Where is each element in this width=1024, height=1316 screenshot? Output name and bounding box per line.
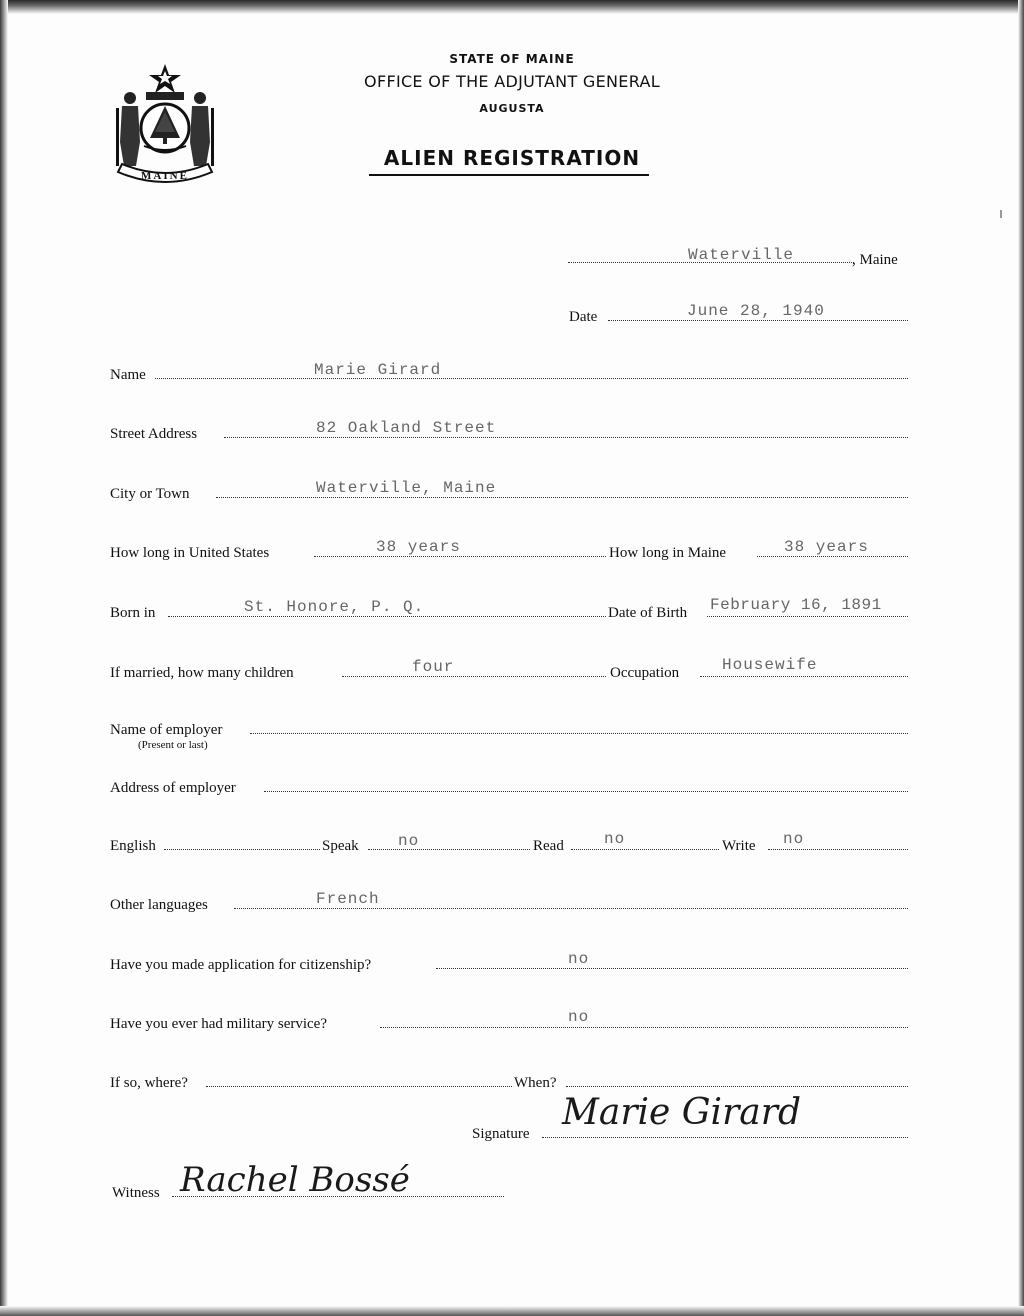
street-address-dotted-line [224,437,908,438]
military-label: Have you ever had military service? [110,1016,327,1032]
scan-edge-left [0,0,8,1316]
city-town-value: Waterville, Maine [316,479,497,497]
scan-edge-bottom [0,1306,1024,1316]
citizenship-label: Have you made application for citizenship? [110,957,372,973]
signature-label: Signature [472,1126,530,1142]
where-label: If so, where? [110,1075,188,1091]
read-value: no [604,830,626,848]
name-dotted-line [155,378,908,379]
date-of-birth-label: Date of Birth [608,605,688,621]
name-label: Name [110,367,146,383]
date-value: June 28, 1940 [687,302,825,320]
occupation-label: Occupation [610,665,680,681]
date-of-birth-dotted-line [707,616,908,617]
english-label: English [110,838,156,854]
how-long-us-dotted-line [314,556,606,557]
place-value: Waterville [688,246,795,264]
born-in-label: Born in [110,605,156,621]
how-long-maine-value: 38 years [784,538,869,556]
speak-label: Speak [322,838,359,854]
children-label: If married, how many children [110,665,294,681]
employer-address-dotted-line [264,791,908,792]
name-value: Marie Girard [314,361,442,379]
other-languages-value: French [316,890,380,908]
employer-name-label: Name of employer [110,722,223,738]
header-office: OFFICE OF THE ADJUTANT GENERAL [364,72,660,91]
date-of-birth-value: February 16, 1891 [710,596,882,614]
how-long-us-label: How long in United States [110,545,270,561]
employer-address-label: Address of employer [110,780,236,796]
when-label: When? [514,1075,557,1091]
street-address-value: 82 Oakland Street [316,419,497,437]
employer-name-dotted-line [250,733,908,734]
employer-name-sublabel: (Present or last) [138,739,208,751]
signature-handwritten: Marie Girard [562,1092,801,1133]
form-title: ALIEN REGISTRATION [383,146,641,170]
military-dotted-line [380,1027,908,1028]
other-languages-label: Other languages [110,897,208,913]
citizenship-dotted-line [436,968,908,969]
street-address-label: Street Address [110,426,198,442]
seal-ribbon-text: MAINE [141,170,189,182]
born-in-value: St. Honore, P. Q. [244,598,425,616]
born-in-dotted-line [168,616,606,617]
write-dotted-line [768,849,908,850]
date-label: Date [569,309,598,325]
date-dotted-line [608,320,908,321]
speak-value: no [398,832,420,850]
speak-dotted-line [368,849,530,850]
scan-edge-top [0,0,1024,14]
how-long-maine-dotted-line [757,556,908,557]
scan-mark [1000,210,1002,218]
header-city: AUGUSTA [479,102,545,115]
header-state: STATE OF MAINE [449,52,575,66]
children-value: four [412,658,455,676]
english-dotted-line [164,849,320,850]
signature-dotted-line [542,1137,908,1138]
read-dotted-line [571,849,719,850]
military-value: no [568,1008,590,1026]
title-underline [369,174,649,176]
occupation-dotted-line [700,676,908,677]
how-long-maine-label: How long in Maine [609,545,727,561]
witness-label: Witness [112,1185,160,1201]
city-town-dotted-line [216,497,908,498]
witness-signature-handwritten: Rachel Bossé [180,1160,410,1200]
when-dotted-line [566,1086,908,1087]
write-label: Write [722,838,756,854]
where-dotted-line [206,1086,512,1087]
write-value: no [783,830,805,848]
citizenship-value: no [568,950,590,968]
city-town-label: City or Town [110,486,190,502]
occupation-value: Housewife [722,656,818,674]
read-label: Read [533,838,564,854]
scan-edge-right [1018,0,1024,1316]
place-suffix: , Maine [852,252,898,268]
other-languages-dotted-line [234,908,908,909]
how-long-us-value: 38 years [376,538,461,556]
children-dotted-line [342,676,606,677]
